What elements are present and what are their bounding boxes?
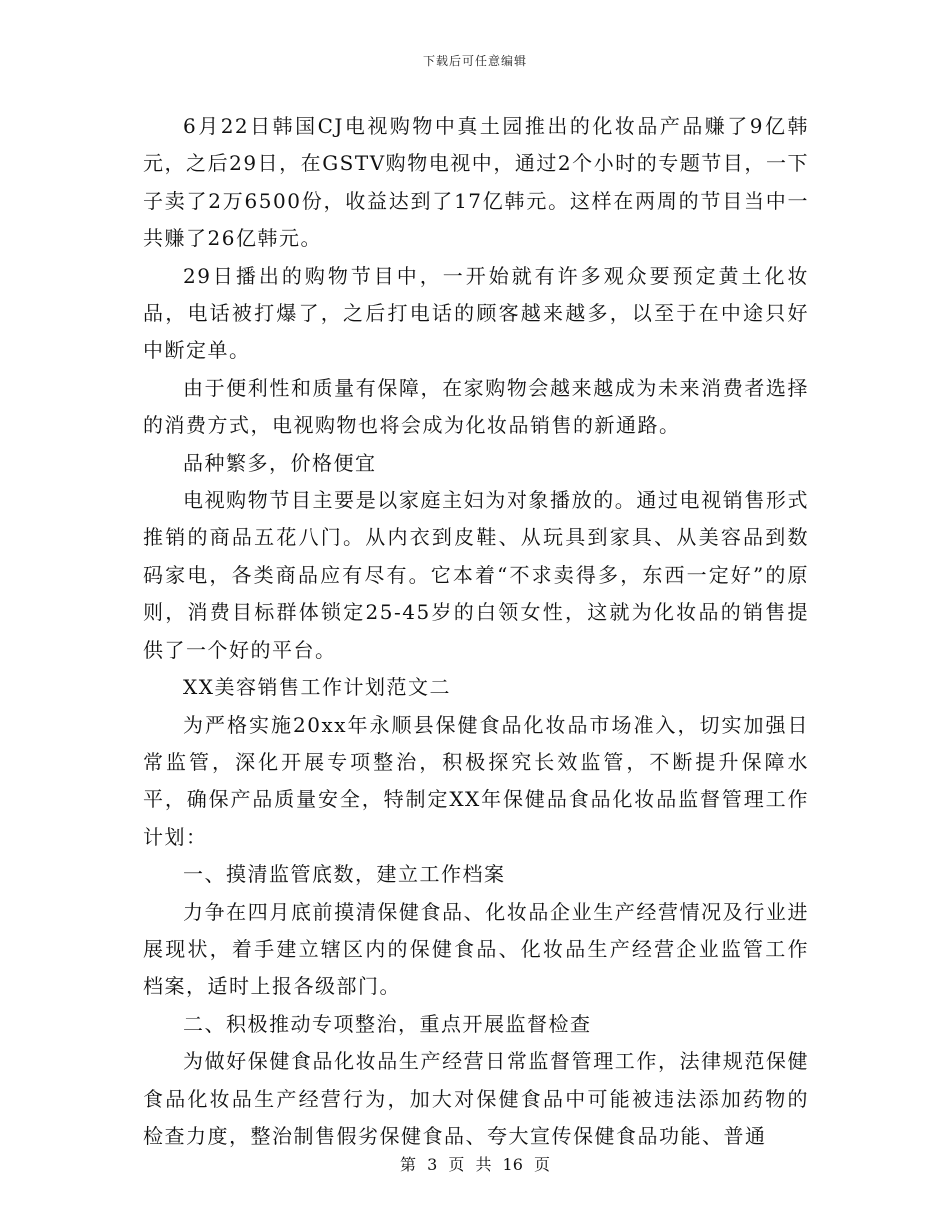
paragraph-5: 电视购物节目主要是以家庭主妇为对象播放的。通过电视销售形式推销的商品五花八门。从内衣到皮鞋、从玩具到家具、从美容品到数码家电，各类商品应有尽有。它本着“不求卖得多，东西一定好”的原则，消费目标群体锁定25-45岁的白领女性，这就为化妆品的销售提供了一个好的平台。 xyxy=(143,488,809,662)
paragraph-2: 29日播出的购物节目中，一开始就有许多观众要预定黄土化妆品，电话被打爆了，之后打电话的顾客越来越多，以至于在中途只好中断定单。 xyxy=(143,263,809,363)
header-note: 下载后可任意编辑 xyxy=(422,54,527,68)
paragraph-9: 力争在四月底前摸清保健食品、化妆品企业生产经营情况及行业进展现状，着手建立辖区内的保健食品、化妆品生产经营企业监管工作档案，适时上报各级部门。 xyxy=(143,899,809,999)
paragraph-7: 为严格实施20xx年永顺县保健食品化妆品市场准入，切实加强日常监管，深化开展专项整治，积极探究长效监管，不断提升保障水平，确保产品质量安全，特制定XX年保健品食品化妆品监督管理工作计划： xyxy=(143,712,809,849)
document-body xyxy=(143,108,809,1155)
section-heading-two: 二、积极推动专项整治，重点开展监督检查 xyxy=(183,1011,592,1036)
paragraph-3: 由于便利性和质量有保障，在家购物会越来越成为未来消费者选择的消费方式，电视购物也将会成为化妆品销售的新通路。 xyxy=(143,375,809,438)
paragraph-11: 为做好保健食品化妆品生产经营日常监督管理工作，法律规范保健食品化妆品生产经营行为，加大对保健食品中可能被违法添加药物的检查力度，整治制售假劣保健食品、夸大宣传保健食品功能、普通 xyxy=(143,1049,809,1148)
section-heading-one: 一、摸清监管底数，建立工作档案 xyxy=(183,862,506,887)
page-number-footer: 第 3 页 共 16 页 xyxy=(400,1155,550,1174)
section-heading-variety: 品种繁多，价格便宜 xyxy=(183,450,377,475)
paragraph-1: 6月22日韩国CJ电视购物中真土园推出的化妆品产品赚了9亿韩元，之后29日，在GSTV购物电视中，通过2个小时的专题节目，一下子卖了2万6500份，收益达到了17亿韩元。这样在两周的节目当中一共赚了26亿韩元。 xyxy=(143,114,809,251)
section-heading-plan-two: XX美容销售工作计划范文二 xyxy=(183,675,451,700)
